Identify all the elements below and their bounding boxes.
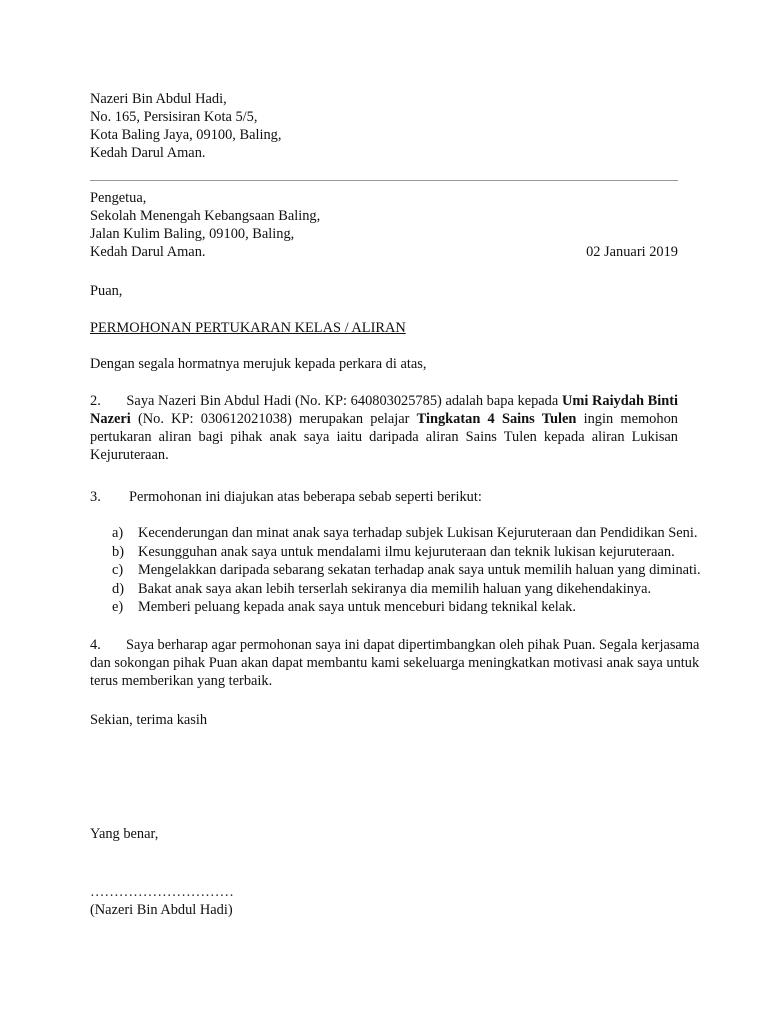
list-marker: c)	[112, 562, 124, 579]
student-class: Tingkatan 4 Sains Tulen	[416, 411, 577, 427]
paragraph-text: (No. KP: 030612021038) merupakan pelajar	[137, 411, 410, 427]
sender-address	[90, 90, 678, 162]
sender-address-line: Kota Baling Jaya, 09100, Baling,	[90, 127, 282, 143]
recipient-address-line: Sekolah Menengah Kebangsaan Baling,	[90, 208, 321, 224]
paragraph-text: Saya Nazeri Bin Abdul Hadi (No. KP: 640803025785) adalah bapa kepada	[126, 393, 559, 409]
header-divider	[90, 180, 678, 181]
subject-wrap	[90, 319, 678, 337]
signature-name: (Nazeri Bin Abdul Hadi)	[90, 902, 233, 918]
letter-date: 02 Januari 2019	[586, 244, 678, 260]
letter-subject: PERMOHONAN PERTUKARAN KELAS / ALIRAN	[90, 320, 406, 336]
signature-line: …………………………	[90, 884, 234, 900]
salutation: Puan,	[90, 283, 123, 299]
list-item	[90, 561, 701, 580]
paragraph-2	[90, 392, 678, 464]
paragraph-number: 3.	[90, 489, 101, 505]
list-text: Kesungguhan anak saya untuk mendalami ilmu kejuruteraan dan teknik lukisan kejuruteraan.	[138, 543, 675, 560]
paragraph-2-line: Kejuruteraan.	[90, 447, 169, 463]
list-item	[90, 543, 690, 562]
closing-line: Sekian, terima kasih	[90, 712, 208, 728]
sender-address-line: No. 165, Persisiran Kota 5/5,	[90, 109, 258, 125]
paragraph-4-line: terus memberikan yang terbaik.	[90, 673, 273, 689]
list-marker: a)	[112, 525, 124, 541]
recipient-address-line: Kedah Darul Aman.	[90, 244, 206, 260]
list-marker: d)	[112, 580, 124, 597]
sender-address-line: Kedah Darul Aman.	[90, 145, 206, 161]
student-name: Umi Raiydah Binti	[561, 393, 679, 409]
list-marker: e)	[112, 599, 124, 616]
list-marker: b)	[112, 543, 124, 560]
opening-line: Dengan segala hormatnya merujuk kepada perkara di atas,	[90, 356, 427, 372]
reasons-list	[90, 524, 701, 617]
paragraph-2-line: pertukaran aliran bagi pihak anak saya iaitu daripada aliran Sains Tulen kepada aliran Lukisan	[90, 429, 678, 445]
paragraph-4-line: dan sokongan pihak Puan akan dapat membantu kami sekeluarga meningkatkan motivasi anak saya untuk	[90, 655, 700, 671]
recipient-title: Pengetua,	[90, 190, 147, 206]
paragraph-text: ingin memohon	[583, 411, 678, 427]
sender-name: Nazeri Bin Abdul Hadi,	[90, 91, 227, 107]
list-item	[90, 580, 690, 599]
paragraph-4	[90, 636, 700, 690]
paragraph-2-line	[90, 392, 678, 410]
paragraph-2-line	[90, 410, 678, 428]
paragraph-3	[90, 488, 482, 506]
paragraph-number: 4.	[90, 637, 101, 653]
signoff: Yang benar,	[90, 826, 159, 842]
recipient-address-line: Jalan Kulim Baling, 09100, Baling,	[90, 226, 295, 242]
student-name-cont: Nazeri	[90, 411, 131, 427]
list-item	[90, 598, 690, 617]
paragraph-number: 2.	[90, 393, 101, 409]
list-text: Memberi peluang kepada anak saya untuk menceburi bidang teknikal kelak.	[138, 599, 576, 616]
list-text: Mengelakkan daripada sebarang sekatan terhadap anak saya untuk memilih haluan yang diminati.	[138, 562, 701, 579]
list-text: Kecenderungan dan minat anak saya terhadap subjek Lukisan Kejuruteraan dan Pendidikan Seni.	[138, 525, 698, 541]
paragraph-4-line	[90, 636, 700, 654]
list-item	[90, 524, 698, 543]
paragraph-text: Saya berharap agar permohonan saya ini dapat dipertimbangkan oleh pihak Puan. Segala kerjasama	[125, 637, 700, 653]
list-text: Bakat anak saya akan lebih terserlah sekiranya dia memilih haluan yang dikehendakinya.	[138, 580, 652, 597]
paragraph-text: Permohonan ini diajukan atas beberapa sebab seperti berikut:	[129, 489, 482, 505]
